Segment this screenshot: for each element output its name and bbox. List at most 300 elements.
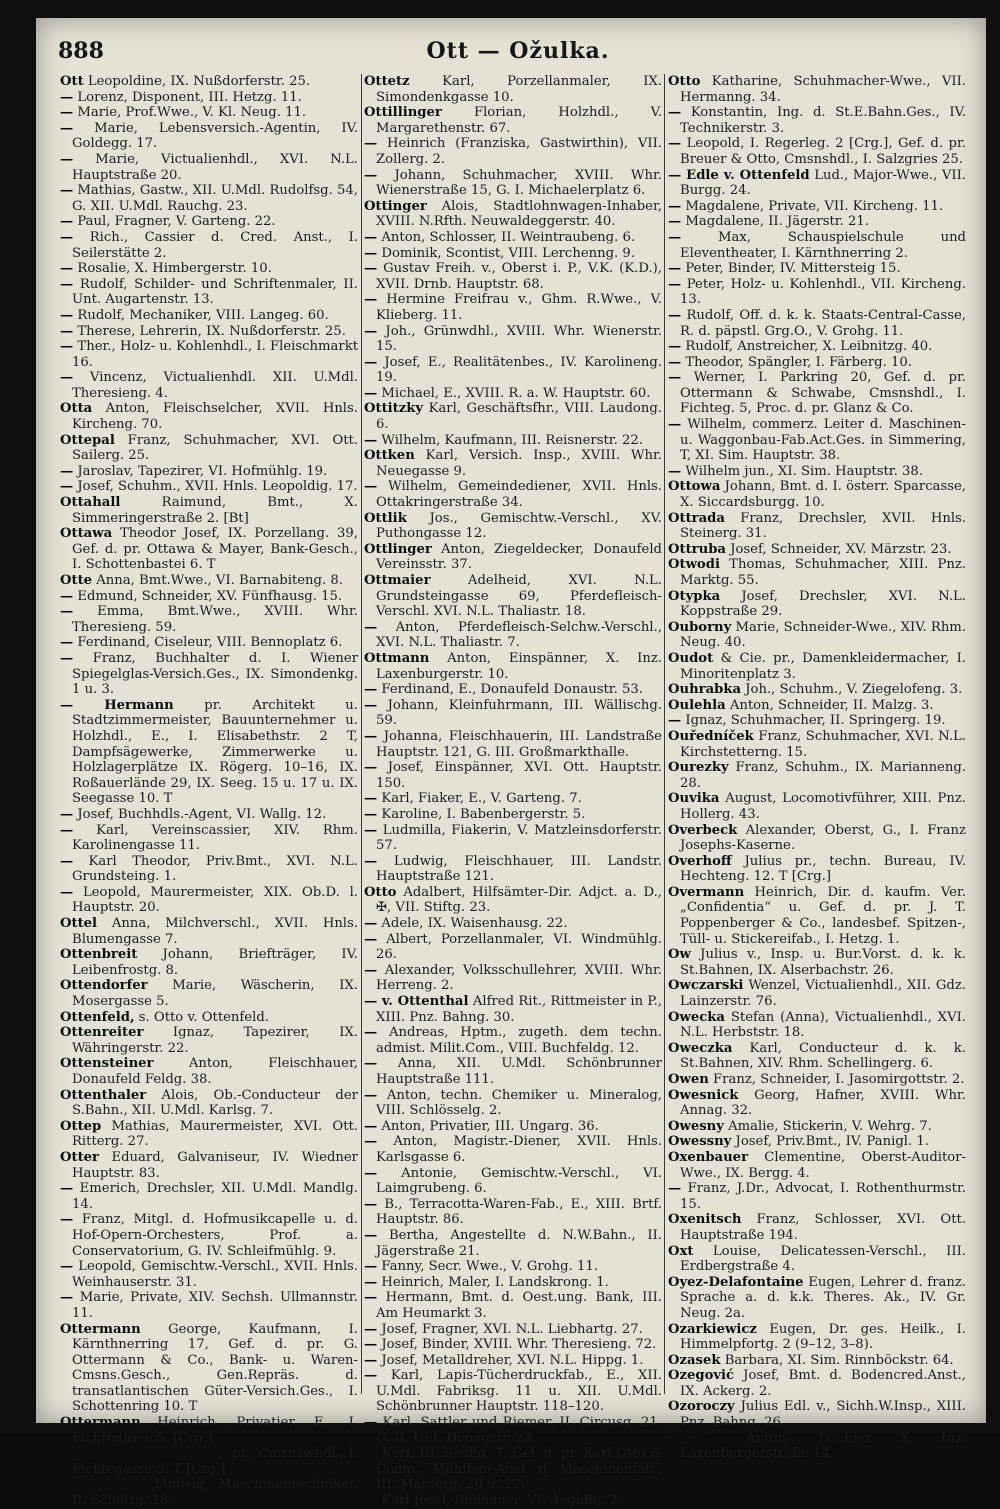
directory-entry [668, 823, 966, 854]
entry-headword: — [364, 292, 378, 308]
entry-text: Raimund, Bmt., X. Simmeringerstraße 2. [Bt] [72, 495, 358, 526]
directory-entry [60, 479, 358, 495]
directory-entry [60, 495, 358, 526]
entry-text: Theodor, Spängler, I. Färberg. 10. [685, 354, 912, 370]
entry-headword: — [364, 1352, 378, 1368]
directory-entry [364, 511, 662, 542]
directory-entry [364, 1290, 662, 1321]
entry-headword: — Edle v. Ottenfeld [668, 167, 810, 183]
entry-text: Franz, Buchhalter d. I. Wiener Spiegelglas-Versich.Ges., IX. Simondenkg. 1 u. 3. [72, 650, 358, 698]
entry-text: Johann, Bmt. d. I. österr. Sparcasse, X. Siccardsburgg. 10. [680, 479, 966, 511]
directory-entry [60, 1212, 358, 1259]
entry-headword: — [668, 261, 682, 277]
directory-entry [60, 308, 358, 324]
directory-entry [60, 1477, 358, 1508]
directory-entry [364, 74, 662, 105]
entry-headword: — [668, 1181, 682, 1197]
directory-entry [668, 1431, 966, 1462]
entry-headword: — [364, 432, 378, 448]
entry-headword: — [364, 728, 378, 744]
entry-text: Ferdinand, E., Donaufeld Donaustr. 53. [381, 682, 644, 698]
entry-headword: Ottowa [668, 479, 721, 495]
directory-entry [364, 168, 662, 199]
entry-text: Anton, Privatier, III. Ungarg. 36. [381, 1118, 599, 1134]
directory-entry [364, 963, 662, 994]
entry-headword: Owczarski [668, 978, 744, 994]
entry-text: Anton, Ziegeldecker, Donaufeld Vereinsstr. 37. [376, 541, 662, 573]
entry-text: Karl Theodor, Priv.Bmt., XVI. N.L. Grundsteing. 1. [72, 853, 358, 885]
entry-text: Anna, Milchverschl., XVII. Hnls. Blumengasse 7. [72, 916, 358, 947]
entry-text: Anton, techn. Chemiker u. Mineralog, VIII. Schlösselg. 2. [376, 1087, 662, 1119]
entry-text: Anton, Tischler, X. Inz. Laxenburgerstraße 14. [680, 1430, 966, 1462]
entry-headword: — [60, 276, 74, 292]
directory-entry [60, 1290, 358, 1321]
directory-entry [668, 589, 966, 620]
entry-headword: Ottendorfer [60, 978, 148, 994]
column-left [60, 74, 359, 1509]
entry-text: Georg, Hafner, XVIII. Whr. Annag. 32. [680, 1087, 966, 1119]
entry-text: Amalie, Stickerin, V. Wehrg. 7. [728, 1118, 932, 1134]
page-header [58, 36, 978, 70]
entry-headword: — [60, 806, 74, 822]
entry-text: Leopoldine, IX. Nußdorferstr. 25. [87, 74, 311, 89]
entry-text: Johann, Kleinfuhrmann, III. Wällischg. 59. [376, 697, 662, 729]
directory-entry [364, 386, 662, 402]
entry-headword: Overhoff [668, 853, 732, 869]
entry-text: Jaroslav, Tapezirer, VI. Hofmühlg. 19. [77, 463, 328, 479]
directory-entry [364, 932, 662, 963]
entry-text: Vincenz, Victualienhdl. XII. U.Mdl. Theresieng. 4. [72, 370, 358, 401]
entry-text: Wilhelm, Kaufmann, III. Reisnerstr. 22. [381, 432, 643, 448]
entry-headword: Ottenbreit [60, 947, 138, 963]
entry-headword: — [364, 682, 378, 698]
entry-text: Rosalie, X. Himbergerstr. 10. [77, 261, 272, 277]
entry-headword: — [364, 697, 378, 713]
entry-headword: — [60, 604, 74, 620]
directory-entry [668, 1072, 966, 1088]
running-title: Ott — Ožulka. [426, 38, 610, 64]
entry-headword: — [60, 822, 74, 838]
entry-headword: — [60, 1212, 74, 1228]
entry-headword: Owesny [668, 1118, 724, 1134]
entry-text: Dominik, Scontist, VIII. Lerchenng. 9. [381, 245, 636, 261]
directory-entry [668, 370, 966, 417]
entry-headword: — [364, 136, 378, 152]
entry-headword: — [60, 463, 74, 479]
entry-text: Anton, Einspänner, X. Inz. Laxenburgerstr. 10. [376, 650, 662, 682]
directory-entry [364, 199, 662, 230]
directory-entry [60, 916, 358, 947]
entry-text: Karl, Porzellanmaler, IX. Simondenkgasse 10. [376, 74, 662, 105]
entry-headword: — [60, 635, 74, 651]
entry-text: Karl, Versich. Insp., XVIII. Whr. Neuegasse 9. [376, 448, 662, 479]
entry-headword: — [364, 1056, 378, 1072]
entry-headword: Ottermann [60, 1415, 141, 1431]
directory-entry [364, 885, 662, 916]
entry-headword: — [364, 1415, 378, 1431]
entry-headword: — [668, 198, 682, 214]
entry-headword: Oweczka [668, 1040, 733, 1056]
entry-headword: Owecka [668, 1009, 725, 1025]
directory-entry [364, 620, 662, 651]
entry-text: Karl, III. Seidlg. 7, Gef. d. pr. Karl Otto & Comp., Mühlbau-Anst. u. Maschinenfab., III. Marxerg. 20 u. 22. [376, 1446, 662, 1493]
directory-entry [60, 74, 358, 90]
entry-headword: — [668, 307, 682, 323]
entry-text: Heinrich, Privatier, E., I. Fichtegasse 5. [Crg.] [72, 1415, 358, 1446]
entry-headword: Ottenfeld, [60, 1009, 135, 1025]
entry-text: Lorenz, Disponent, III. Hetzg. 11. [77, 89, 302, 105]
directory-entry [668, 308, 966, 339]
directory-entry [668, 682, 966, 698]
directory-entry [668, 1010, 966, 1041]
entry-text: Josef, Drechsler, XVI. N.L. Koppstraße 29. [680, 588, 966, 620]
entry-headword: Ouborny [668, 619, 732, 635]
entry-headword: Ottlinger [364, 541, 432, 557]
entry-headword: — [364, 229, 378, 245]
directory-entry [364, 433, 662, 449]
entry-text: Theodor Josef, IX. Porzellang. 39, Gef. d. pr. Ottawa & Mayer, Bank-Gesch., I. Schottenbastei 6. T [72, 526, 358, 573]
entry-headword: Ottermann [60, 1321, 141, 1337]
entry-text: Ludmilla, Fiakerin, V. Matzleinsdorferstr. 57. [376, 822, 662, 854]
directory-entry [668, 1119, 966, 1135]
entry-headword: — [60, 479, 74, 495]
entry-text: Ludwig, Maschinentechniker, II. Scholzg. 18. [72, 1477, 358, 1509]
entry-text: Karl, Lapis-Tücherdruckfab., E., XII. U.Mdl. Fabriksg. 11 u. XII. U.Mdl. Schönbrunner Hauptstr. 118–120. [376, 1368, 662, 1415]
entry-text: Louise, Delicatessen-Verschl., III. Erdbergstraße 4. [680, 1243, 966, 1275]
directory-entry [60, 261, 358, 277]
directory-entry [364, 729, 662, 760]
entry-headword: Oyez-Delafontaine [668, 1274, 804, 1290]
directory-entry [364, 1025, 662, 1056]
column-divider [361, 74, 362, 1394]
entry-headword: — [364, 1259, 378, 1275]
directory-entry [364, 698, 662, 729]
directory-entry [60, 339, 358, 370]
entry-text: Emma, Bmt.Wwe., XVIII. Whr. Theresieng. 59. [72, 604, 359, 635]
directory-entry [668, 230, 966, 261]
entry-text: Anna, Bmt.Wwe., VI. Barnabiteng. 8. [96, 573, 343, 588]
directory-entry [60, 90, 358, 106]
column-divider [664, 74, 665, 1394]
directory-entry [364, 1353, 662, 1369]
entry-text: Peter, Holz- u. Kohlenhdl., VII. Kircheng. 13. [680, 276, 966, 308]
entry-text: August, Locomotivführer, XIII. Pnz. Hollerg. 43. [680, 791, 966, 822]
directory-entry [60, 526, 358, 573]
directory-entry [668, 1181, 966, 1212]
entry-headword: — [364, 479, 378, 495]
entry-text: Alois, Ob.-Conducteur der S.Bahn., XII. U.Mdl. Karlsg. 7. [72, 1087, 358, 1119]
entry-headword: Ottetz [364, 74, 410, 89]
entry-text: Josef, Einspänner, XVI. Ott. Hauptstr. 150. [376, 760, 662, 791]
entry-text: Marie, Lebensversich.-Agentin, IV. Goldegg. 17. [72, 120, 358, 152]
entry-text: Wilhelm jun., XI. Sim. Hauptstr. 38. [685, 463, 924, 479]
entry-headword: Owesnick [668, 1087, 739, 1103]
directory-entry [668, 214, 966, 230]
entry-headword: Ott [60, 74, 84, 89]
entry-headword: Otter [60, 1149, 100, 1165]
directory-entry [668, 729, 966, 760]
directory-entry [364, 1259, 662, 1275]
directory-entry [668, 542, 966, 558]
entry-headword: — [60, 229, 74, 245]
directory-entry [60, 214, 358, 230]
entry-text: Katharine, Schuhmacher-Wwe., VII. Hermanng. 34. [680, 74, 966, 105]
entry-headword: Ottermann & Schwabe [60, 1446, 228, 1462]
directory-entry [364, 542, 662, 573]
entry-headword: Ottermayer [60, 1477, 145, 1493]
entry-headword: — [364, 1274, 378, 1290]
entry-text: Lud., Major-Wwe., VII. Burgg. 24. [680, 167, 966, 199]
entry-headword: — [60, 183, 74, 199]
directory-entry [668, 261, 966, 277]
entry-text: pr., Cmsnswhdl., I. Fichtegasse 5. T [Crg.] [72, 1446, 358, 1477]
directory-entry [668, 74, 966, 105]
entry-headword: Ourezky [668, 760, 729, 776]
directory-entry [364, 854, 662, 885]
directory-entry [364, 1134, 662, 1165]
directory-entry [668, 1244, 966, 1275]
directory-entry [668, 885, 966, 947]
entry-text: Leopold, Gemischtw.-Verschl., XVII. Hnls. Weinhauserstr. 31. [72, 1259, 358, 1290]
entry-headword: — [364, 1118, 378, 1134]
entry-headword: — [364, 1165, 378, 1181]
entry-text: Karl, Conducteur d. k. k. St.Bahnen, XIV. Rhm. Schellingerg. 6. [680, 1040, 966, 1072]
entry-headword: Ottawa [60, 526, 113, 542]
entry-text: s. Otto v. Ottenfeld. [138, 1009, 269, 1025]
directory-entry [668, 854, 966, 885]
entry-text: Magdalene, Private, VII. Kircheng. 11. [685, 198, 944, 214]
entry-text: Mathias, Maurermeister, XVI. Ott. Ritterg. 27. [72, 1118, 358, 1150]
directory-entry [60, 1259, 358, 1290]
entry-headword: — [60, 884, 74, 900]
directory-entry [668, 105, 966, 136]
directory-entry [668, 651, 966, 682]
entry-text: Paul, Fragner, V. Garteng. 22. [77, 214, 276, 230]
entry-text: Fanny, Secr. Wwe., V. Grohg. 11. [381, 1259, 598, 1275]
entry-text: Karl, Sattler und Riemer, II. Circusg. 21, G. II. Unt. Donaustr. 23. [376, 1415, 662, 1446]
directory-entry [668, 479, 966, 510]
directory-entry [668, 1212, 966, 1243]
directory-entry [668, 1088, 966, 1119]
entry-text: Franz, Schuhmacher, XVI. Ott. Sailerg. 25. [72, 432, 358, 464]
entry-text: Franz, Mitgl. d. Hofmusikcapelle u. d. Hof-Opern-Orchesters, Prof. a. Conservatorium, G. IV. Schleifmühlg. 9. [72, 1212, 358, 1259]
entry-headword: Ottel [60, 916, 98, 932]
entry-text: Eduard, Galvaniseur, IV. Wiedner Hauptstr. 83. [72, 1149, 358, 1181]
directory-entry [364, 682, 662, 698]
directory-entry [668, 417, 966, 464]
directory-entry [60, 1446, 358, 1477]
entry-headword: — [364, 167, 378, 183]
entry-text: Konstantin, Ing. d. St.E.Bahn.Ges., IV. Technikerstr. 3. [680, 105, 966, 136]
entry-text: Anton, Pferdefleisch-Selchw.-Verschl., XVI. N.L. Thaliastr. 7. [376, 619, 662, 651]
entry-headword: — [60, 588, 74, 604]
directory-entry [60, 464, 358, 480]
entry-text: Karl, Geschäftsfhr., VIII. Laudong. 6. [376, 401, 662, 433]
entry-headword: Ottenreiter [60, 1025, 144, 1041]
entry-headword: — [364, 806, 378, 822]
directory-entry [60, 978, 358, 1009]
entry-headword: Oxt [668, 1243, 694, 1259]
directory-entry [668, 978, 966, 1009]
entry-headword: — [60, 650, 74, 666]
directory-entry [364, 573, 662, 620]
entry-text: Joh., Schuhm., V. Ziegelofeng. 3. [745, 682, 963, 698]
directory-entry [668, 168, 966, 199]
directory-entry [364, 448, 662, 479]
directory-entry [60, 1322, 358, 1416]
entry-text: Joh., Grünwdhl., XVIII. Whr. Wienerstr. 15. [376, 323, 662, 355]
entry-headword: — [364, 760, 378, 776]
column-right [668, 74, 967, 1462]
entry-text: Franz, Schlosser, XVI. Ott. Hauptstraße 194. [680, 1212, 966, 1243]
entry-text: Wilhelm, commerz. Leiter d. Maschinen- u. Waggonbau-Fab.Act.Ges. in Simmering, T, XI. Sim. Hauptstr. 38. [680, 417, 966, 464]
directory-entry [60, 1150, 358, 1181]
entry-headword: — [668, 214, 682, 230]
entry-headword: — [364, 1337, 378, 1353]
directory-entry [60, 1415, 358, 1446]
entry-text: Josef, Schuhm., XVII. Hnls. Leopoldig. 17. [77, 479, 358, 495]
directory-entry [364, 105, 662, 136]
entry-headword: — [60, 1181, 74, 1197]
entry-text: Anna, XII. U.Mdl. Schönbrunner Hauptstraße 111. [376, 1056, 662, 1087]
directory-entry [60, 823, 358, 854]
entry-headword: Otta [60, 401, 93, 417]
entry-text: Johanna, Fleischhauerin, III. Landstraße Hauptstr. 121, G. III. Großmarkthalle. [376, 728, 662, 760]
directory-entry [60, 1010, 358, 1026]
entry-headword: Ottken [364, 448, 415, 464]
entry-text: Heinrich (Franziska, Gastwirthin), VII. Zollerg. 2. [376, 136, 662, 167]
entry-headword: Ottensteiner [60, 1056, 154, 1072]
entry-headword: Ottitzky [364, 401, 424, 417]
entry-text: Josef, E., Realitätenbes., IV. Karolineng. 19. [376, 354, 662, 386]
entry-headword: Owen [668, 1072, 709, 1087]
entry-headword: Oulehla [668, 697, 726, 713]
entry-headword: — [60, 120, 74, 136]
entry-text: Antonie, Gemischtw.-Verschl., VI. Laimgrubeng. 6. [376, 1165, 662, 1197]
entry-text: Eugen, Lehrer d. franz. Sprache a. d. k.k. Theres. Ak., IV. Gr. Neug. 2a. [680, 1274, 966, 1321]
directory-entry [364, 760, 662, 791]
directory-entry [60, 121, 358, 152]
entry-headword: Ouhrabka [668, 682, 742, 698]
entry-headword: — [668, 354, 682, 370]
directory-entry [364, 1368, 662, 1415]
entry-headword: — [668, 713, 682, 729]
entry-headword: Ottmann [364, 650, 430, 666]
entry-headword: — [60, 307, 74, 323]
entry-headword: — [364, 261, 378, 277]
entry-headword: — [364, 1368, 378, 1384]
entry-headword: — [668, 136, 682, 152]
entry-text: Franz, Schneider, I. Jasomirgottstr. 2. [713, 1072, 965, 1087]
entry-headword: — [60, 1259, 74, 1275]
entry-text: Anton, Schlosser, II. Weintraubeng. 6. [381, 229, 636, 245]
entry-text: Therese, Lehrerin, IX. Nußdorferstr. 25. [77, 323, 346, 339]
entry-headword: — [364, 1227, 378, 1243]
entry-headword: Ozarkiewicz [668, 1321, 757, 1337]
entry-text: Magdalene, II. Jägerstr. 21. [685, 214, 869, 230]
entry-headword: — [60, 1290, 74, 1306]
directory-entry [364, 324, 662, 355]
entry-text: Michael, E., XVIII. R. a. W. Hauptstr. 60. [381, 385, 651, 401]
entry-headword: Ottmaier [364, 573, 431, 588]
entry-headword: — [668, 370, 682, 386]
directory-entry [668, 464, 966, 480]
directory-entry [60, 230, 358, 261]
entry-headword: — [364, 1493, 378, 1509]
entry-text: Ferdinand, Ciseleur, VIII. Bennoplatz 6. [77, 635, 343, 651]
entry-headword: Oxenbauer [668, 1149, 749, 1165]
entry-headword: Ouředníček [668, 728, 754, 744]
entry-text: Marie, Wäscherin, IX. Mosergasse 5. [72, 978, 358, 1010]
entry-text: Alois, Stadtlohnwagen-Inhaber, XVIII. N.Rfth. Neuwaldeggerstr. 40. [376, 198, 662, 230]
directory-entry [60, 1181, 358, 1212]
entry-headword: Overmann [668, 884, 745, 900]
entry-headword: — [668, 229, 682, 245]
page-number: 888 [58, 38, 104, 64]
entry-text: Mathias, Gastw., XII. U.Mdl. Rudolfsg. 54, G. XII. U.Mdl. Rauchg. 23. [72, 183, 358, 214]
entry-headword: Otte [60, 573, 93, 588]
entry-headword: Ow [668, 947, 691, 963]
entry-headword: — [60, 105, 74, 121]
entry-text: Albert, Porzellanmaler, VI. Windmühlg. 26. [376, 931, 662, 963]
entry-text: Johann, Schuhmacher, XVIII. Whr. Wienerstraße 15, G. I. Michaelerplatz 6. [376, 167, 662, 199]
directory-entry [364, 916, 662, 932]
entry-text: Josef, Schneider, XV. Märzstr. 23. [730, 541, 952, 557]
directory-entry [668, 511, 966, 542]
entry-text: Ludwig, Fleischhauer, III. Landstr. Hauptstraße 121. [376, 853, 662, 885]
entry-headword: — [364, 822, 378, 838]
entry-text: Anton, Fleischhauer, Donaufeld Feldg. 38. [72, 1056, 358, 1087]
entry-text: Peter, Binder, IV. Mittersteig 15. [685, 261, 901, 277]
directory-entry [364, 355, 662, 386]
entry-headword: Ottep [60, 1118, 102, 1134]
entry-text: Josef, Metalldreher, XVI. N.L. Hippg. 1. [381, 1352, 644, 1368]
entry-headword: Otwodi [668, 557, 720, 573]
directory-entry [364, 1088, 662, 1119]
entry-text: Stefan (Anna), Victualienhdl., XVI. N.L. Herbststr. 18. [680, 1009, 966, 1041]
directory-entry [364, 230, 662, 246]
entry-text: B., Terracotta-Waren-Fab., E., XIII. Brtf. Hauptstr. 86. [376, 1196, 662, 1228]
entry-text: Anton, Schneider, II. Malzg. 3. [729, 697, 934, 713]
entry-headword: Overbeck [668, 822, 738, 838]
entry-headword: — [364, 1025, 378, 1041]
entry-headword: — [668, 105, 682, 121]
directory-entry [668, 1041, 966, 1072]
entry-text: Marie, Private, XIV. Sechsh. Ullmannstr. 11. [72, 1290, 358, 1321]
entry-headword: — [60, 853, 74, 869]
directory-entry [668, 557, 966, 588]
entry-headword: — [364, 1134, 378, 1150]
directory-entry [60, 183, 358, 214]
entry-text: Heinrich, Dir. d. kaufm. Ver. „Confidentia“ u. Gef. d. pr. J. T. Poppenberger & Co., landesbef. Spitzen-, Tüll- u. Stickereifab., I. Hetzg. 1. [680, 884, 966, 947]
entry-text: Leopold, I. Regerleg. 2 [Crg.], Gef. d. pr. Breuer & Otto, Cmsnshdl., I. Salzgries 25. [680, 136, 966, 167]
entry-text: Josef, Fragner, XVI. N.L. Liebhartg. 27. [381, 1321, 643, 1337]
directory-entry [668, 1322, 966, 1353]
directory-entry [668, 339, 966, 355]
entry-text: Rudolf, Anstreicher, X. Leibnitzg. 40. [685, 339, 933, 355]
entry-text: Adelheid, XVI. N.L. Grundsteingasse 69, Pferdefleisch-Verschl. XVI. N.L. Thaliastr. 18. [376, 573, 662, 620]
entry-headword: Ottahall [60, 495, 121, 511]
directory-entry [364, 791, 662, 807]
directory-entry [668, 1150, 966, 1181]
entry-text: Heinrich, Maler, I. Landskrong. 1. [381, 1274, 609, 1290]
directory-entry [60, 698, 358, 807]
entry-headword: — [60, 370, 74, 386]
entry-text: Johann, Briefträger, IV. Leibenfrostg. 8. [72, 947, 358, 978]
directory-entry [364, 1228, 662, 1259]
directory-entry [364, 401, 662, 432]
entry-headword: Ottinger [364, 198, 427, 214]
